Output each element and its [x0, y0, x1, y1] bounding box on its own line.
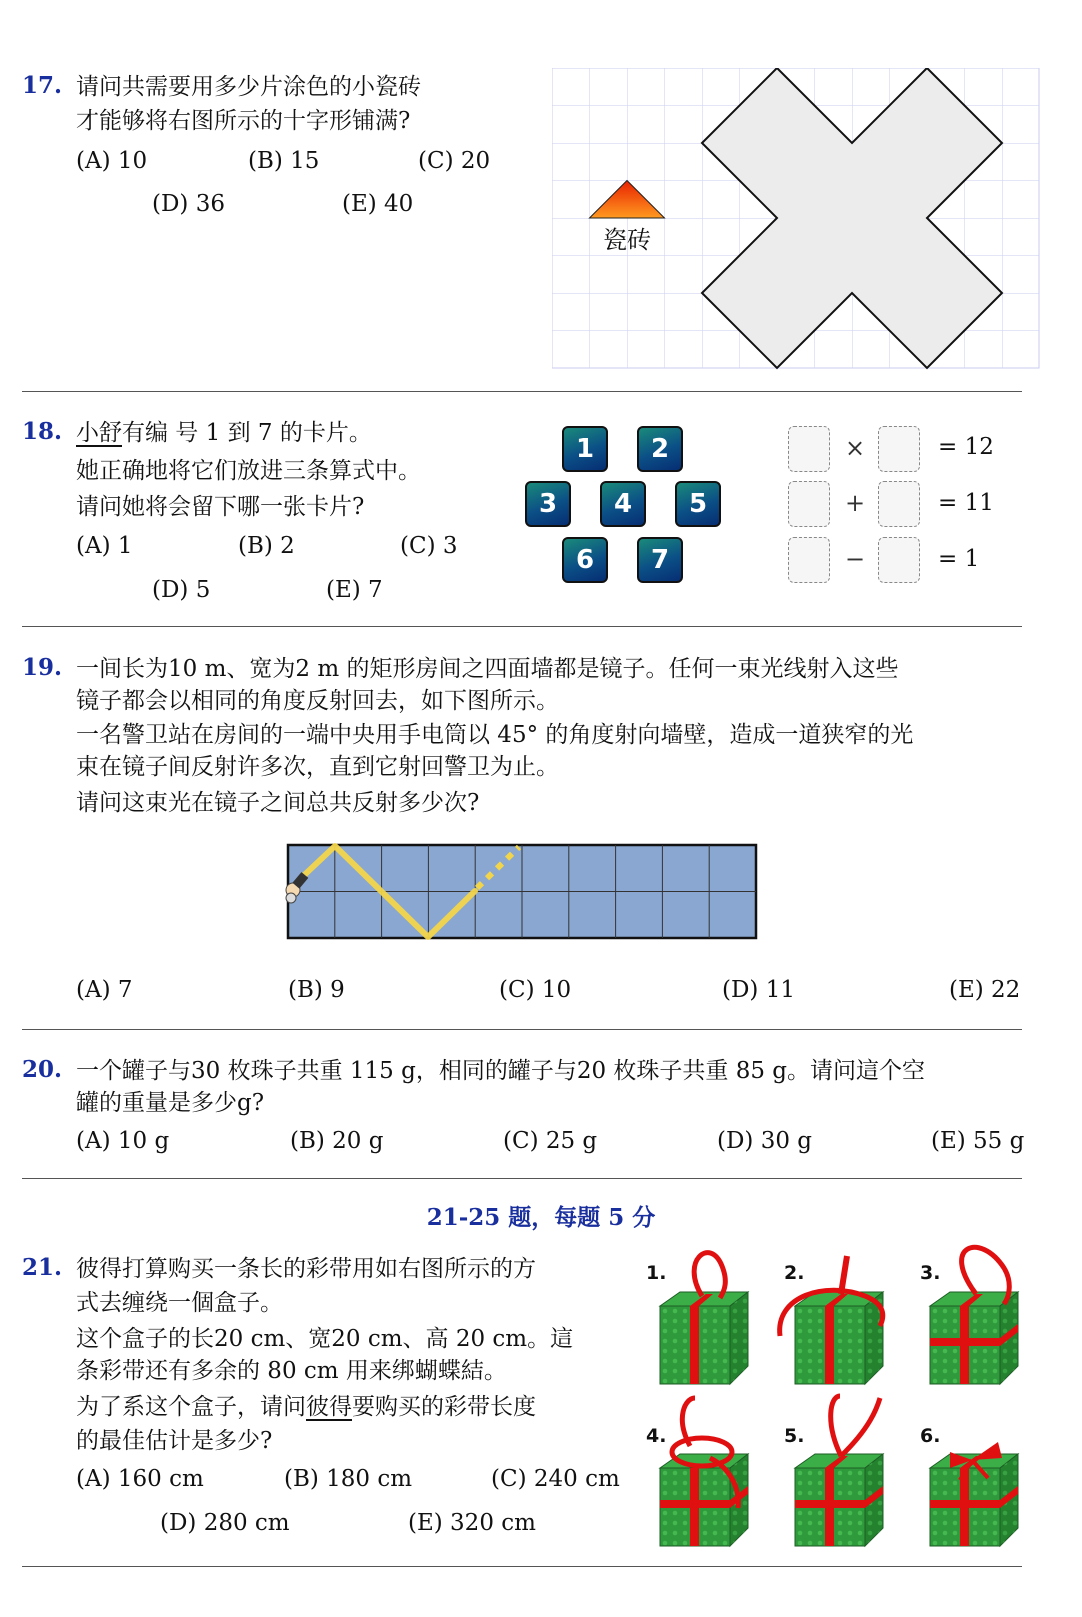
gift-label: 4. — [646, 1425, 667, 1447]
option-e[interactable]: (E) 320 cm — [408, 1510, 536, 1536]
question-text-line: 一名警卫站在房间的一端中央用手电筒以 45° 的角度射向墙壁，造成一道狭窄的光 — [76, 722, 914, 748]
option-e[interactable]: (E) 40 — [342, 191, 414, 217]
mirror-room-figure — [285, 842, 760, 942]
question-text-line: 彼得打算购买一条长的彩带用如右图所示的方 — [76, 1256, 536, 1282]
question-text-line: 式去缠绕一個盒子。 — [76, 1290, 283, 1316]
question-text-line: 束在镜子间反射许多次，直到它射回警卫为止。 — [76, 754, 559, 780]
gift-label: 2. — [784, 1262, 805, 1284]
equation-result: = 1 — [938, 546, 980, 572]
question-text-pre: 为了系这个盒子，请问 — [76, 1394, 306, 1420]
question-text-line: 一间长为10 m、宽为2 m 的矩形房间之四面墙都是镜子。任何一束光线射入这些 — [76, 656, 899, 682]
question-number: 18. — [22, 418, 63, 445]
option-a[interactable]: (A) 10 g — [76, 1128, 170, 1154]
option-a[interactable]: (A) 10 — [76, 148, 148, 174]
question-text-line: 请问这束光在镜子之间总共反射多少次? — [76, 790, 480, 816]
section-header: 21-25 题，每题 5 分 — [426, 1204, 656, 1231]
number-card[interactable]: 3 — [525, 481, 571, 527]
number-card[interactable]: 7 — [637, 537, 683, 583]
option-e[interactable]: (E) 22 — [949, 977, 1021, 1003]
option-d[interactable]: (D) 280 cm — [160, 1510, 290, 1536]
option-a[interactable]: (A) 160 cm — [76, 1466, 204, 1492]
question-text-line: 才能够将右图所示的十字形铺满? — [76, 108, 411, 134]
question-text-line — [76, 416, 372, 450]
option-d[interactable]: (D) 30 g — [717, 1128, 812, 1154]
option-d[interactable]: (D) 36 — [152, 191, 225, 217]
card-slot[interactable] — [788, 537, 830, 583]
card-slot[interactable] — [788, 426, 830, 472]
number-card[interactable]: 6 — [562, 537, 608, 583]
divider — [22, 626, 1022, 627]
divider — [22, 391, 1022, 392]
card-slot[interactable] — [878, 426, 920, 472]
option-e[interactable]: (E) 55 g — [931, 1128, 1025, 1154]
divider — [22, 1178, 1022, 1179]
option-b[interactable]: (B) 2 — [238, 533, 295, 559]
divider — [22, 1566, 1022, 1567]
question-text-line: 请问共需要用多少片涂色的小瓷砖 — [76, 74, 421, 100]
card-slot[interactable] — [878, 537, 920, 583]
operator-symbol: + — [845, 489, 866, 517]
gift-box-2 — [780, 1256, 883, 1384]
option-e[interactable]: (E) 7 — [326, 577, 383, 603]
question-number: 21. — [22, 1254, 63, 1281]
person-name: 小舒 — [76, 420, 122, 446]
option-a[interactable]: (A) 7 — [76, 977, 133, 1003]
question-text-line: 的最佳估计是多少? — [76, 1428, 273, 1454]
number-card[interactable]: 2 — [637, 426, 683, 472]
gift-boxes-figure — [640, 1238, 1060, 1568]
operator-symbol: − — [845, 545, 866, 573]
cross-figure — [552, 68, 1042, 370]
card-slot[interactable] — [788, 481, 830, 527]
question-text-line: 这个盒子的长20 cm、宽20 cm、高 20 cm。這 — [76, 1326, 574, 1352]
question-number: 20. — [22, 1056, 63, 1083]
question-text-line: 一个罐子与30 枚珠子共重 115 g，相同的罐子与20 枚珠子共重 85 g。请问這个空 — [76, 1058, 926, 1084]
gift-label: 5. — [784, 1425, 805, 1447]
person-name: 彼得 — [306, 1394, 352, 1420]
option-b[interactable]: (B) 9 — [288, 977, 345, 1003]
question-text-line: 请问她将会留下哪一张卡片? — [76, 494, 365, 520]
divider — [22, 1029, 1022, 1030]
option-c[interactable]: (C) 10 — [499, 977, 572, 1003]
equation-result: = 11 — [938, 490, 994, 516]
gift-box-1 — [660, 1253, 748, 1384]
number-card[interactable]: 4 — [600, 481, 646, 527]
tile-label: 瓷砖 — [603, 226, 651, 254]
gift-box-6 — [930, 1442, 1018, 1546]
operator-symbol: × — [845, 434, 866, 462]
option-d[interactable]: (D) 5 — [152, 577, 211, 603]
gift-label: 1. — [646, 1262, 667, 1284]
gift-box-5 — [795, 1396, 883, 1546]
question-text-line — [76, 1390, 536, 1424]
number-card[interactable]: 1 — [562, 426, 608, 472]
option-c[interactable]: (C) 25 g — [503, 1128, 598, 1154]
question-text-rest: 有编 号 1 到 7 的卡片。 — [122, 420, 372, 446]
option-b[interactable]: (B) 15 — [248, 148, 320, 174]
gift-box-3 — [930, 1247, 1018, 1384]
gift-label: 3. — [920, 1262, 941, 1284]
number-card[interactable]: 5 — [675, 481, 721, 527]
question-text-line: 罐的重量是多少g? — [76, 1090, 265, 1116]
option-a[interactable]: (A) 1 — [76, 533, 133, 559]
question-number: 17. — [22, 72, 63, 99]
question-text-line: 条彩带还有多余的 80 cm 用来绑蝴蝶結。 — [76, 1358, 507, 1384]
equation-result: = 12 — [938, 434, 994, 460]
card-slot[interactable] — [878, 481, 920, 527]
option-c[interactable]: (C) 3 — [400, 533, 458, 559]
option-c[interactable]: (C) 240 cm — [491, 1466, 620, 1492]
question-text-post: 要购买的彩带长度 — [352, 1394, 536, 1420]
option-c[interactable]: (C) 20 — [418, 148, 491, 174]
option-d[interactable]: (D) 11 — [722, 977, 795, 1003]
gift-box-4 — [660, 1398, 748, 1546]
option-b[interactable]: (B) 20 g — [290, 1128, 384, 1154]
question-text-line: 镜子都会以相同的角度反射回去，如下图所示。 — [76, 688, 559, 714]
question-text-line: 她正确地将它们放进三条算式中。 — [76, 458, 421, 484]
option-b[interactable]: (B) 180 cm — [284, 1466, 413, 1492]
question-number: 19. — [22, 654, 63, 681]
gift-label: 6. — [920, 1425, 941, 1447]
